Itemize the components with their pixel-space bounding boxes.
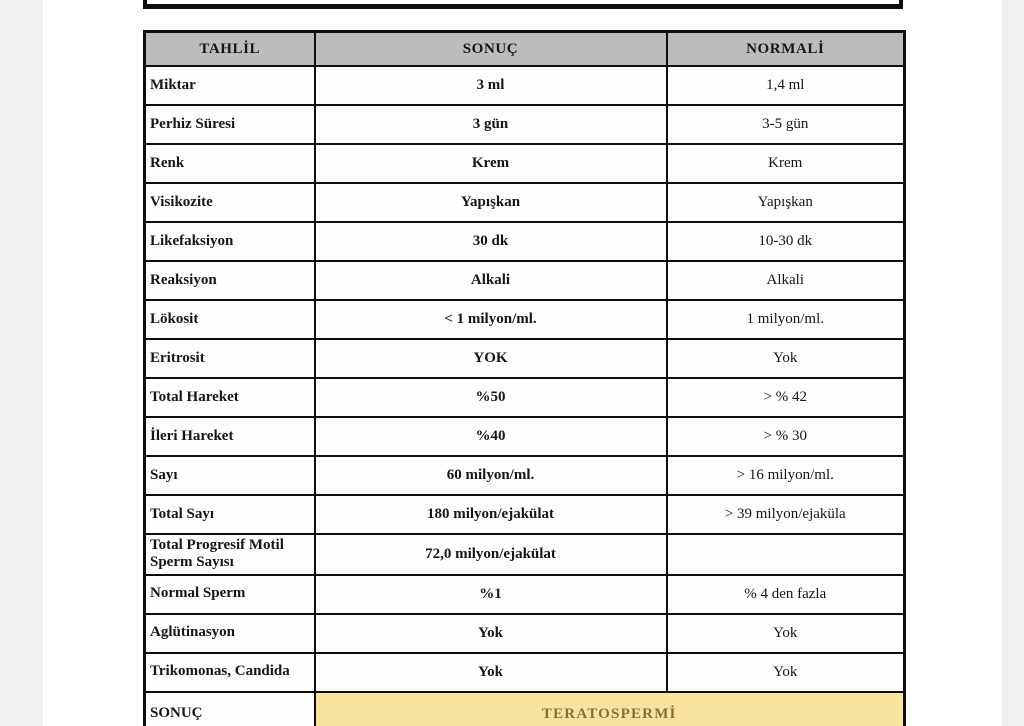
result-row [145,692,905,726]
normali-cell: 1,4 ml [667,66,905,105]
sonuc-cell: YOK [315,339,667,378]
table-row [145,653,905,692]
normali-cell: > % 42 [667,378,905,417]
header-row [145,32,905,67]
normali-cell [667,534,905,575]
tahlil-cell: Total Progresif Motil Sperm Sayısı [145,534,315,575]
tahlil-cell: Reaksiyon [145,261,315,300]
semen-analysis-table [143,30,906,726]
table-row [145,66,905,105]
sonuc-cell: 60 milyon/ml. [315,456,667,495]
sonuc-cell: 3 ml [315,66,667,105]
sonuc-cell: < 1 milyon/ml. [315,300,667,339]
table-row [145,300,905,339]
normali-cell: > 16 milyon/ml. [667,456,905,495]
table-row [145,575,905,614]
normali-cell: > 39 milyon/ejaküla [667,495,905,534]
tahlil-cell: Total Hareket [145,378,315,417]
tahlil-cell: Trikomonas, Candida [145,653,315,692]
sonuc-cell: 72,0 milyon/ejakülat [315,534,667,575]
sonuc-cell: %50 [315,378,667,417]
tahlil-cell: Miktar [145,66,315,105]
sonuc-cell: 30 dk [315,222,667,261]
table-row [145,261,905,300]
sonuc-cell: Yapışkan [315,183,667,222]
table-row [145,339,905,378]
sonuc-cell: 180 milyon/ejakülat [315,495,667,534]
table-row [145,222,905,261]
tahlil-cell: Likefaksiyon [145,222,315,261]
tahlil-cell: İleri Hareket [145,417,315,456]
column-header-tahlil: TAHLİL [145,32,315,67]
table-row [145,144,905,183]
table-row [145,105,905,144]
sonuc-cell: Yok [315,653,667,692]
table-row [145,534,905,575]
normali-cell: Yok [667,339,905,378]
tahlil-cell: Renk [145,144,315,183]
normali-cell: Krem [667,144,905,183]
normali-cell: 3-5 gün [667,105,905,144]
previous-table-cutoff-edge [143,0,903,9]
normali-cell: Yok [667,614,905,653]
table-row [145,417,905,456]
tahlil-cell: Sayı [145,456,315,495]
table-row [145,614,905,653]
tahlil-cell: Perhiz Süresi [145,105,315,144]
normali-cell: Yok [667,653,905,692]
normali-cell: > % 30 [667,417,905,456]
column-header-normali: NORMALİ [667,32,905,67]
table-row [145,495,905,534]
table-row [145,456,905,495]
normali-cell: 10-30 dk [667,222,905,261]
sonuc-cell: %1 [315,575,667,614]
tahlil-cell: Eritrosit [145,339,315,378]
page-margin-right [1002,0,1024,726]
normali-cell: % 4 den fazla [667,575,905,614]
normali-cell: Yapışkan [667,183,905,222]
tahlil-cell: Total Sayı [145,495,315,534]
sonuc-cell: 3 gün [315,105,667,144]
sonuc-cell: Yok [315,614,667,653]
tahlil-cell: Visikozite [145,183,315,222]
normali-cell: Alkali [667,261,905,300]
tahlil-cell: Aglütinasyon [145,614,315,653]
table-row [145,183,905,222]
page-margin-left [0,0,43,726]
sonuc-cell: Alkali [315,261,667,300]
sonuc-cell: Krem [315,144,667,183]
result-row-label: SONUÇ [145,692,315,726]
tahlil-cell: Normal Sperm [145,575,315,614]
table-row [145,378,905,417]
sonuc-cell: %40 [315,417,667,456]
normali-cell: 1 milyon/ml. [667,300,905,339]
column-header-sonuc: SONUÇ [315,32,667,67]
tahlil-cell: Lökosit [145,300,315,339]
result-value: TERATOSPERMİ [315,692,905,726]
